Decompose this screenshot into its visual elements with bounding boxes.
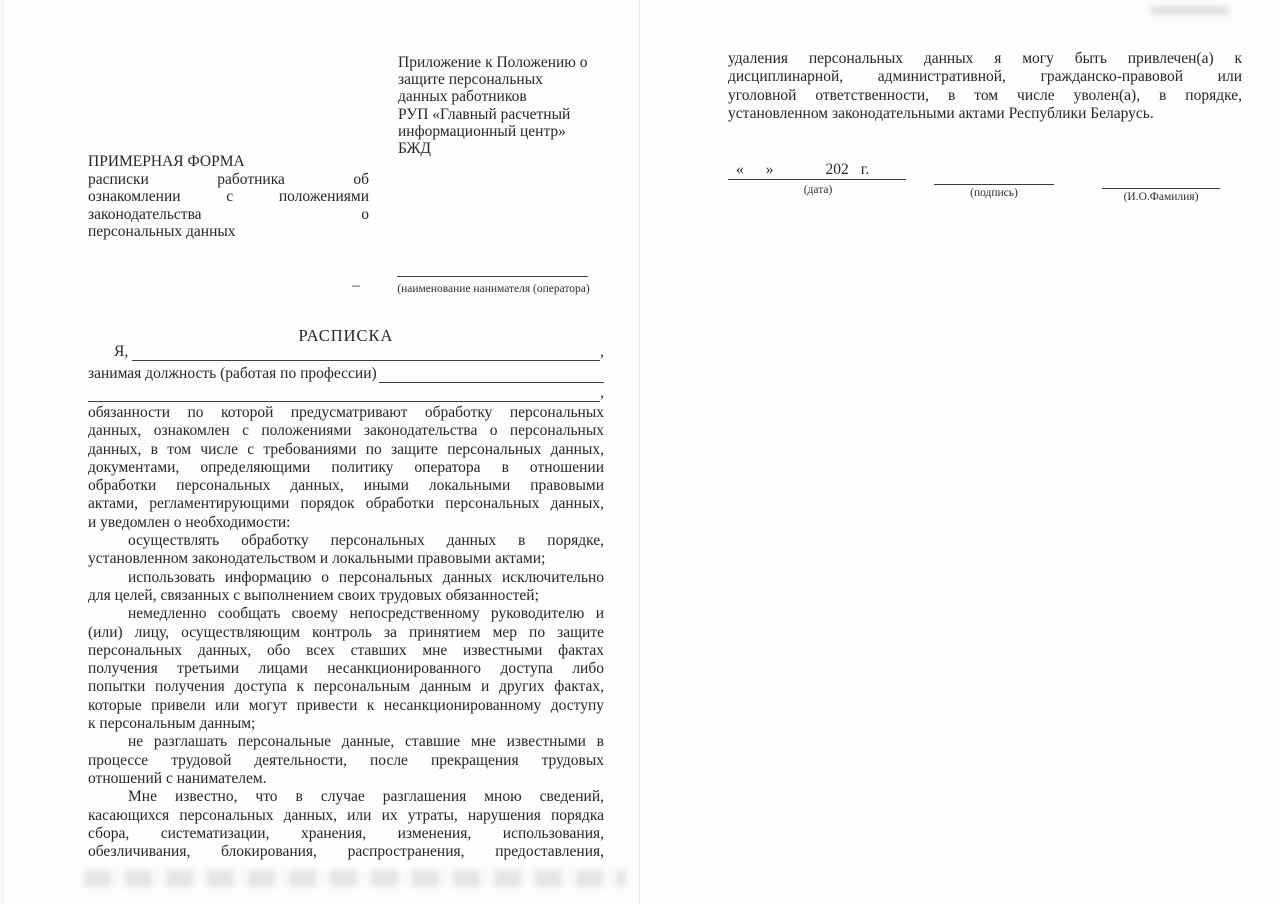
signature-caption: (подпись) <box>970 187 1018 199</box>
continuation-blank <box>88 384 600 402</box>
form-title-block <box>88 153 369 241</box>
pronoun-label: Я, <box>114 343 129 360</box>
full-name-blank <box>132 342 600 361</box>
year-prefix: 202 <box>825 161 849 178</box>
cutoff-text-ghost <box>84 870 626 887</box>
comma-mark: , <box>600 343 604 360</box>
position-fill-row <box>88 364 604 383</box>
year-suffix: г. <box>860 161 870 178</box>
employer-name-caption: (наименование нанимателя (оператора) <box>397 283 590 295</box>
name-caption: (И.О.Фамилия) <box>1123 191 1199 203</box>
paragraph-use-of-info: использовать информацию о персональных данных исключительно для целей, связанных с выполнением своих трудовых обязанностей; <box>88 568 604 604</box>
position-blank <box>379 364 604 383</box>
employer-name-blank <box>397 259 588 277</box>
paragraph-processing-order: осуществлять обработку персональных данных в порядке, установленном законодательством и локальными правовыми актами; <box>88 532 604 568</box>
position-label: занимая должность (работая по профессии) <box>88 365 377 382</box>
name-fill-row <box>88 342 604 361</box>
signature-zone <box>728 161 1242 221</box>
comma-mark: , <box>600 384 604 401</box>
continuation-fill-row <box>88 384 604 402</box>
date-caption: (дата) <box>803 184 833 196</box>
form-subtitle: расписки работника об ознакомлении с положениями законодательства о персональных данных <box>88 170 369 240</box>
paragraph-liability-intro: Мне известно, что в случае разглашения мною сведений, касающихся персональных данных, или их утраты, нарушения порядка сбора, систематизации, хранения, изменения, использования, обезличивания, блокирования, распространения, предоставления, <box>88 788 604 861</box>
dash-mark: – <box>352 277 360 294</box>
scan-edge-line <box>2 0 3 904</box>
paragraph-report-incidents: немедленно сообщать своему непосредственному руководителю и (или) лицу, осуществляющим контроль за принятием мер по защите персональных данных, обо всех ставших мне известными фактах получения третьими лицами несанкционированного доступа либо попытки получения доступа к персональным данным и других фактах, которые привели или могут привести к несанкционированному доступу к персональным данным; <box>88 605 604 733</box>
paragraph-non-disclosure: не разглашать персональные данные, ставшие мне известными в процессе трудовой деятельности, после прекращения трудовых отношений с нанимателем. <box>88 733 604 787</box>
document-title: РАСПИСКА <box>298 326 394 345</box>
close-quote-mark: » <box>765 161 774 178</box>
page2-body-text <box>728 50 1242 123</box>
form-title: ПРИМЕРНАЯ ФОРМА <box>88 153 245 170</box>
scan-smudge <box>1150 6 1230 15</box>
appendix-reference-block: Приложение к Положению о защите персональных данных работников РУП «Главный расчетный информационный центр» БЖД <box>398 54 588 158</box>
paragraph-liability-continued: удаления персональных данных я могу быть привлечен(а) к дисциплинарной, административной, гражданско-правовой или уголовной ответственности, в том числе уволен(а), в порядке, установленном законодательными актами Республики Беларусь. <box>728 50 1242 122</box>
page1-body-text <box>88 404 604 861</box>
name-blank <box>1102 172 1220 189</box>
date-fill-line <box>728 161 906 180</box>
open-quote-mark: « <box>736 161 744 178</box>
signature-blank <box>934 168 1054 185</box>
paragraph-acknowledgment: обязанности по которой предусматривают обработку персональных данных, ознакомлен с положениями законодательства о персональных данных, в том числе с требованиями по защите персональных данных, документами, определяющими политику оператора в отношении обработки персональных данных, иными локальными правовыми актами, регламентирующими порядок обработки персональных данных, и уведомлен о необходимости: <box>88 404 604 531</box>
page-fold-line <box>639 0 640 904</box>
